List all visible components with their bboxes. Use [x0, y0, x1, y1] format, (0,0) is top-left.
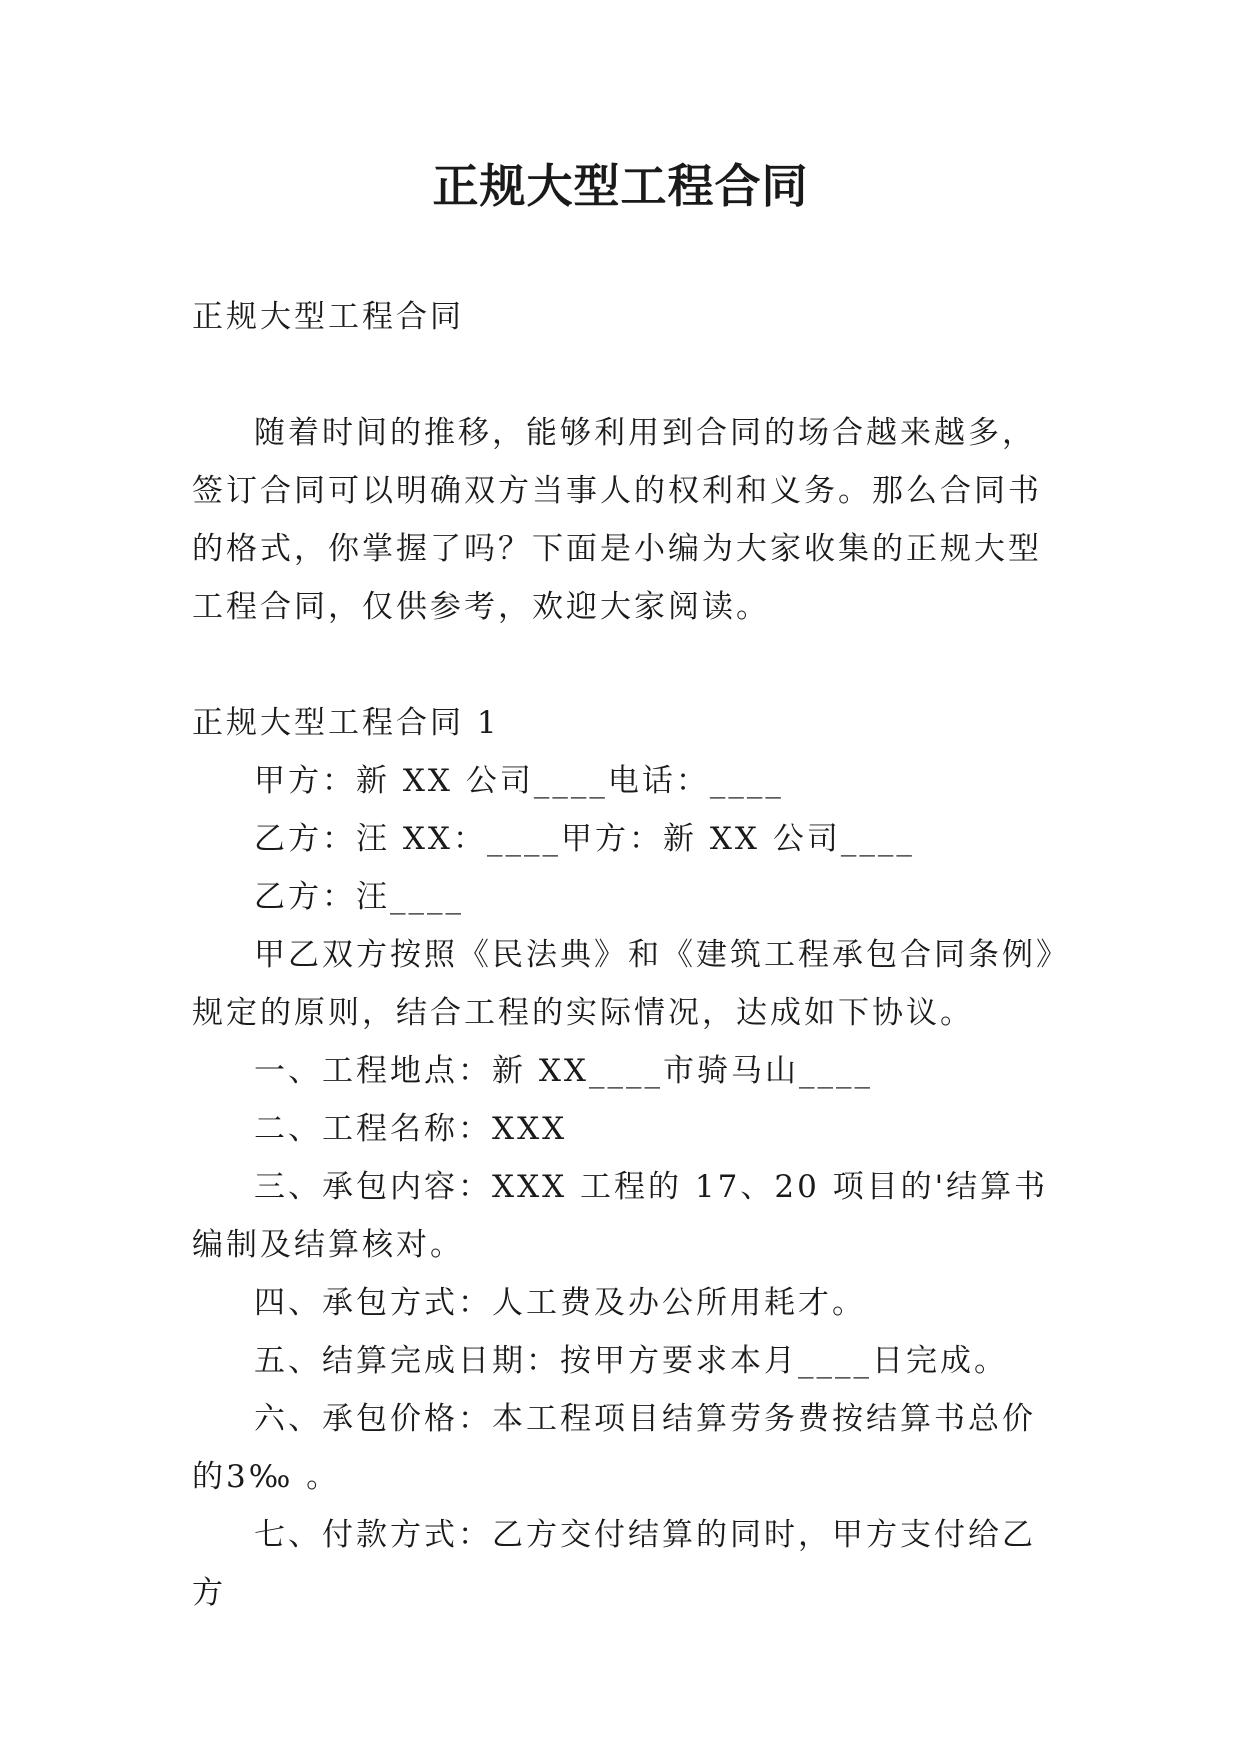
clause-3-content: 三、承包内容：XXX 工程的 17、20 项目的'结算书编制及结算核对。	[192, 1169, 1049, 1263]
clause-4-method: 四、承包方式：人工费及办公所用耗才。	[254, 1285, 866, 1321]
clause-6-price: 六、承包价格：本工程项目结算劳务费按结算书总价的3‰ 。	[192, 1401, 1036, 1495]
clause-party-b-2: 乙方：汪____	[254, 879, 464, 915]
intro-paragraph: 随着时间的推移，能够利用到合同的场合越来越多，签订合同可以明确双方当事人的权利和义务。那么合同书的格式，你掌握了吗？下面是小编为大家收集的正规大型工程合同，仅供参考，欢迎大家阅读。	[192, 415, 1042, 625]
clause-party-b: 乙方：汪 XX：____甲方：新 XX 公司____	[254, 821, 915, 857]
clause-1-location: 一、工程地点：新 XX____市骑马山____	[254, 1053, 873, 1089]
clause-party-a: 甲方：新 XX 公司____电话：____	[254, 763, 784, 799]
clause-7-payment: 七、付款方式：乙方交付结算的同时，甲方支付给乙方	[192, 1517, 1036, 1611]
section-title: 正规大型工程合同 1	[192, 705, 500, 741]
document-body	[192, 288, 1060, 1622]
document-subtitle: 正规大型工程合同	[192, 299, 464, 335]
clause-5-date: 五、结算完成日期：按甲方要求本月____日完成。	[254, 1343, 1008, 1379]
document-title: 正规大型工程合同	[432, 159, 809, 213]
clause-preamble: 甲乙双方按照《民法典》和《建筑工程承包合同条例》规定的原则，结合工程的实际情况，达成如下协议。	[192, 937, 1055, 1031]
clause-2-name: 二、工程名称：XXX	[254, 1111, 568, 1147]
